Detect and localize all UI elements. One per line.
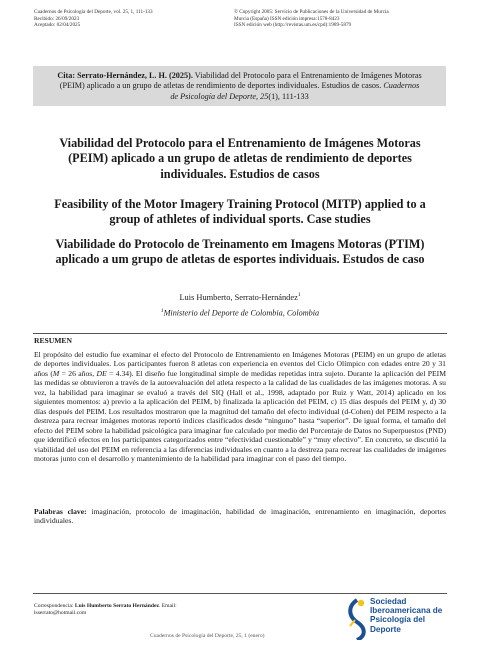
society-name — [370, 597, 442, 634]
page-footer: Cuadernos de Psicología del Deporte, 25, 1 (enero) — [150, 633, 265, 639]
society-emblem-icon — [346, 596, 368, 640]
keywords-label: Palabras clave: — [34, 507, 87, 516]
header-issn-print: Murcia (España) ISSN edición impresa:1578-8423 — [234, 15, 340, 22]
header-copyright: © Copyright 2005: Servicio de Publicaciones de la Universidad de Murcia — [234, 9, 389, 15]
header-journal-volume: Cuadernos de Psicología del Deporte, vol. 25, 1, 111-133 — [34, 9, 153, 15]
logo-line-4: Deporte — [370, 624, 401, 634]
header-issn-web: ISSN edición web (http://revistas.um.es/cpd):1989-5879 — [234, 22, 352, 29]
correspondence-email-label: . Email: — [158, 603, 177, 609]
logo-line-1: Sociedad — [370, 597, 407, 606]
header-received-date: Recibido: 26/09/2023 — [34, 15, 80, 22]
logo-line-2: Iberoamericana de — [370, 606, 443, 616]
abstract-sd-label: DE — [96, 368, 107, 378]
abstract-text-1: El propósito del estudio fue examinar el efecto del Protocolo de Entrenamiento en Imágenes Motoras (PEIM) en un grupo de atletas de deportes individuales. Los participantes fueron 8 atletas con experiencia en eventos del Ciclo Olímpico con edades entre 20 y 31 años ( — [34, 350, 446, 378]
society-logo — [346, 596, 456, 640]
citation-label: Cita: Serrato-Hernández, L. H. (2025). — [57, 71, 193, 80]
abstract-text-3: = 4.34). El diseño fue longitudinal simple de medidas repetidas intra sujeto. Durante la aplicación del PEIM las medidas se obtuvieron a través de la autoevaluación del atleta respecto a la calidad de las cualidades de las imágenes motoras. A su vez, la habilidad para imaginar se evaluó a través del SIQ (Hall et al., 1998, adaptado por Ruiz y Watt, 2014) aplicado en los siguientes momentos: a) previo a la aplicación del PEIM, b) finalizada la aplicación del PEIM, c) 15 días después del PEIM y, d) 30 días después del PEIM. Los resultados mostraron que la magnitud del tamaño del efecto individual (d-Cohen) del PEIM respecto a la destreza para recrear imágenes motoras reportó índices clasificados desde “ninguno” hasta “superior”. De igual forma, el tamaño del efecto del PEIM sobre la habilidad psicológica para imaginar fue calculado por medio del Porcentaje de Datos no Superpuestos (PND) que identificó efectos en los participantes categorizados entre “efectividad cuestionable” y “muy efectivo”. En concreto, se discutió la viabilidad del uso del PEIM en referencia a las diferencias individuales en cuanto a la destreza para recrear las cualidades de imágenes motoras junto con el desarrollo y mantenimiento de la habilidad para imaginar con el paso del tiempo. — [34, 368, 446, 463]
citation-text: Viabilidad del Protocolo para el Entrenamiento de Imágenes Motoras (PEIM) aplicado a un grupo de atletas de rendimiento de deportes individuales. Estudios de casos. — [59, 71, 422, 91]
header-accepted-date: Aceptado: 02/04/2025 — [34, 22, 81, 29]
author-sup: 1 — [297, 292, 301, 298]
citation-issue: (1), 111-133 — [268, 91, 309, 101]
abstract-mean-label: M — [52, 368, 60, 378]
author-name: Luis Humberto, Serrato-Hernández — [179, 292, 298, 302]
abstract-paragraph — [34, 350, 446, 463]
title-spanish: Viabilidad del Protocolo para el Entrenamiento de Imágenes Motoras (PEIM) aplicado a un grupo de atletas de rendimiento de deportes individuales. Estudios de casos — [59, 136, 421, 181]
abstract-body — [34, 350, 446, 463]
author-line — [0, 292, 480, 302]
citation-box — [33, 66, 446, 106]
divider-bottom — [33, 593, 447, 594]
citation-journal: Cuadernos de Psicología del Deporte, 25 — [170, 81, 420, 101]
keywords-text: imaginación, protocolo de imaginación, habilidad de imaginación, entrenamiento en imaginación, deportes individuales. — [34, 507, 446, 526]
affiliation-line — [0, 308, 480, 318]
correspondence-label: Correspondencia: — [34, 603, 74, 609]
logo-line-3: Psicología del — [370, 615, 426, 625]
journal-header-left — [34, 9, 234, 29]
abstract-text-2: = 26 años, — [59, 368, 97, 378]
affiliation-sup: 1 — [160, 308, 164, 314]
title-english: Feasibility of the Motor Imagery Training Protocol (MITP) applied to a group of athletes of individual sports. Case studies — [54, 197, 426, 227]
affiliation-text: Ministerio del Deporte de Colombia, Colombia — [163, 308, 320, 318]
abstract-heading: RESUMEN — [34, 336, 72, 345]
title-portuguese: Viabilidade do Protocolo de Treinamento em Imagens Motoras (PTIM) aplicado a um grupo de atletas de esportes individuais. Estudos de caso — [55, 237, 425, 267]
divider-top — [33, 333, 447, 334]
journal-header-right — [234, 9, 444, 29]
correspondence-name: Luis Humberto Serrato Hernández — [73, 603, 159, 609]
correspondence-email[interactable]: lsserrato@hotmail.com — [34, 610, 87, 616]
keywords — [34, 507, 446, 526]
correspondence-note — [34, 603, 254, 617]
